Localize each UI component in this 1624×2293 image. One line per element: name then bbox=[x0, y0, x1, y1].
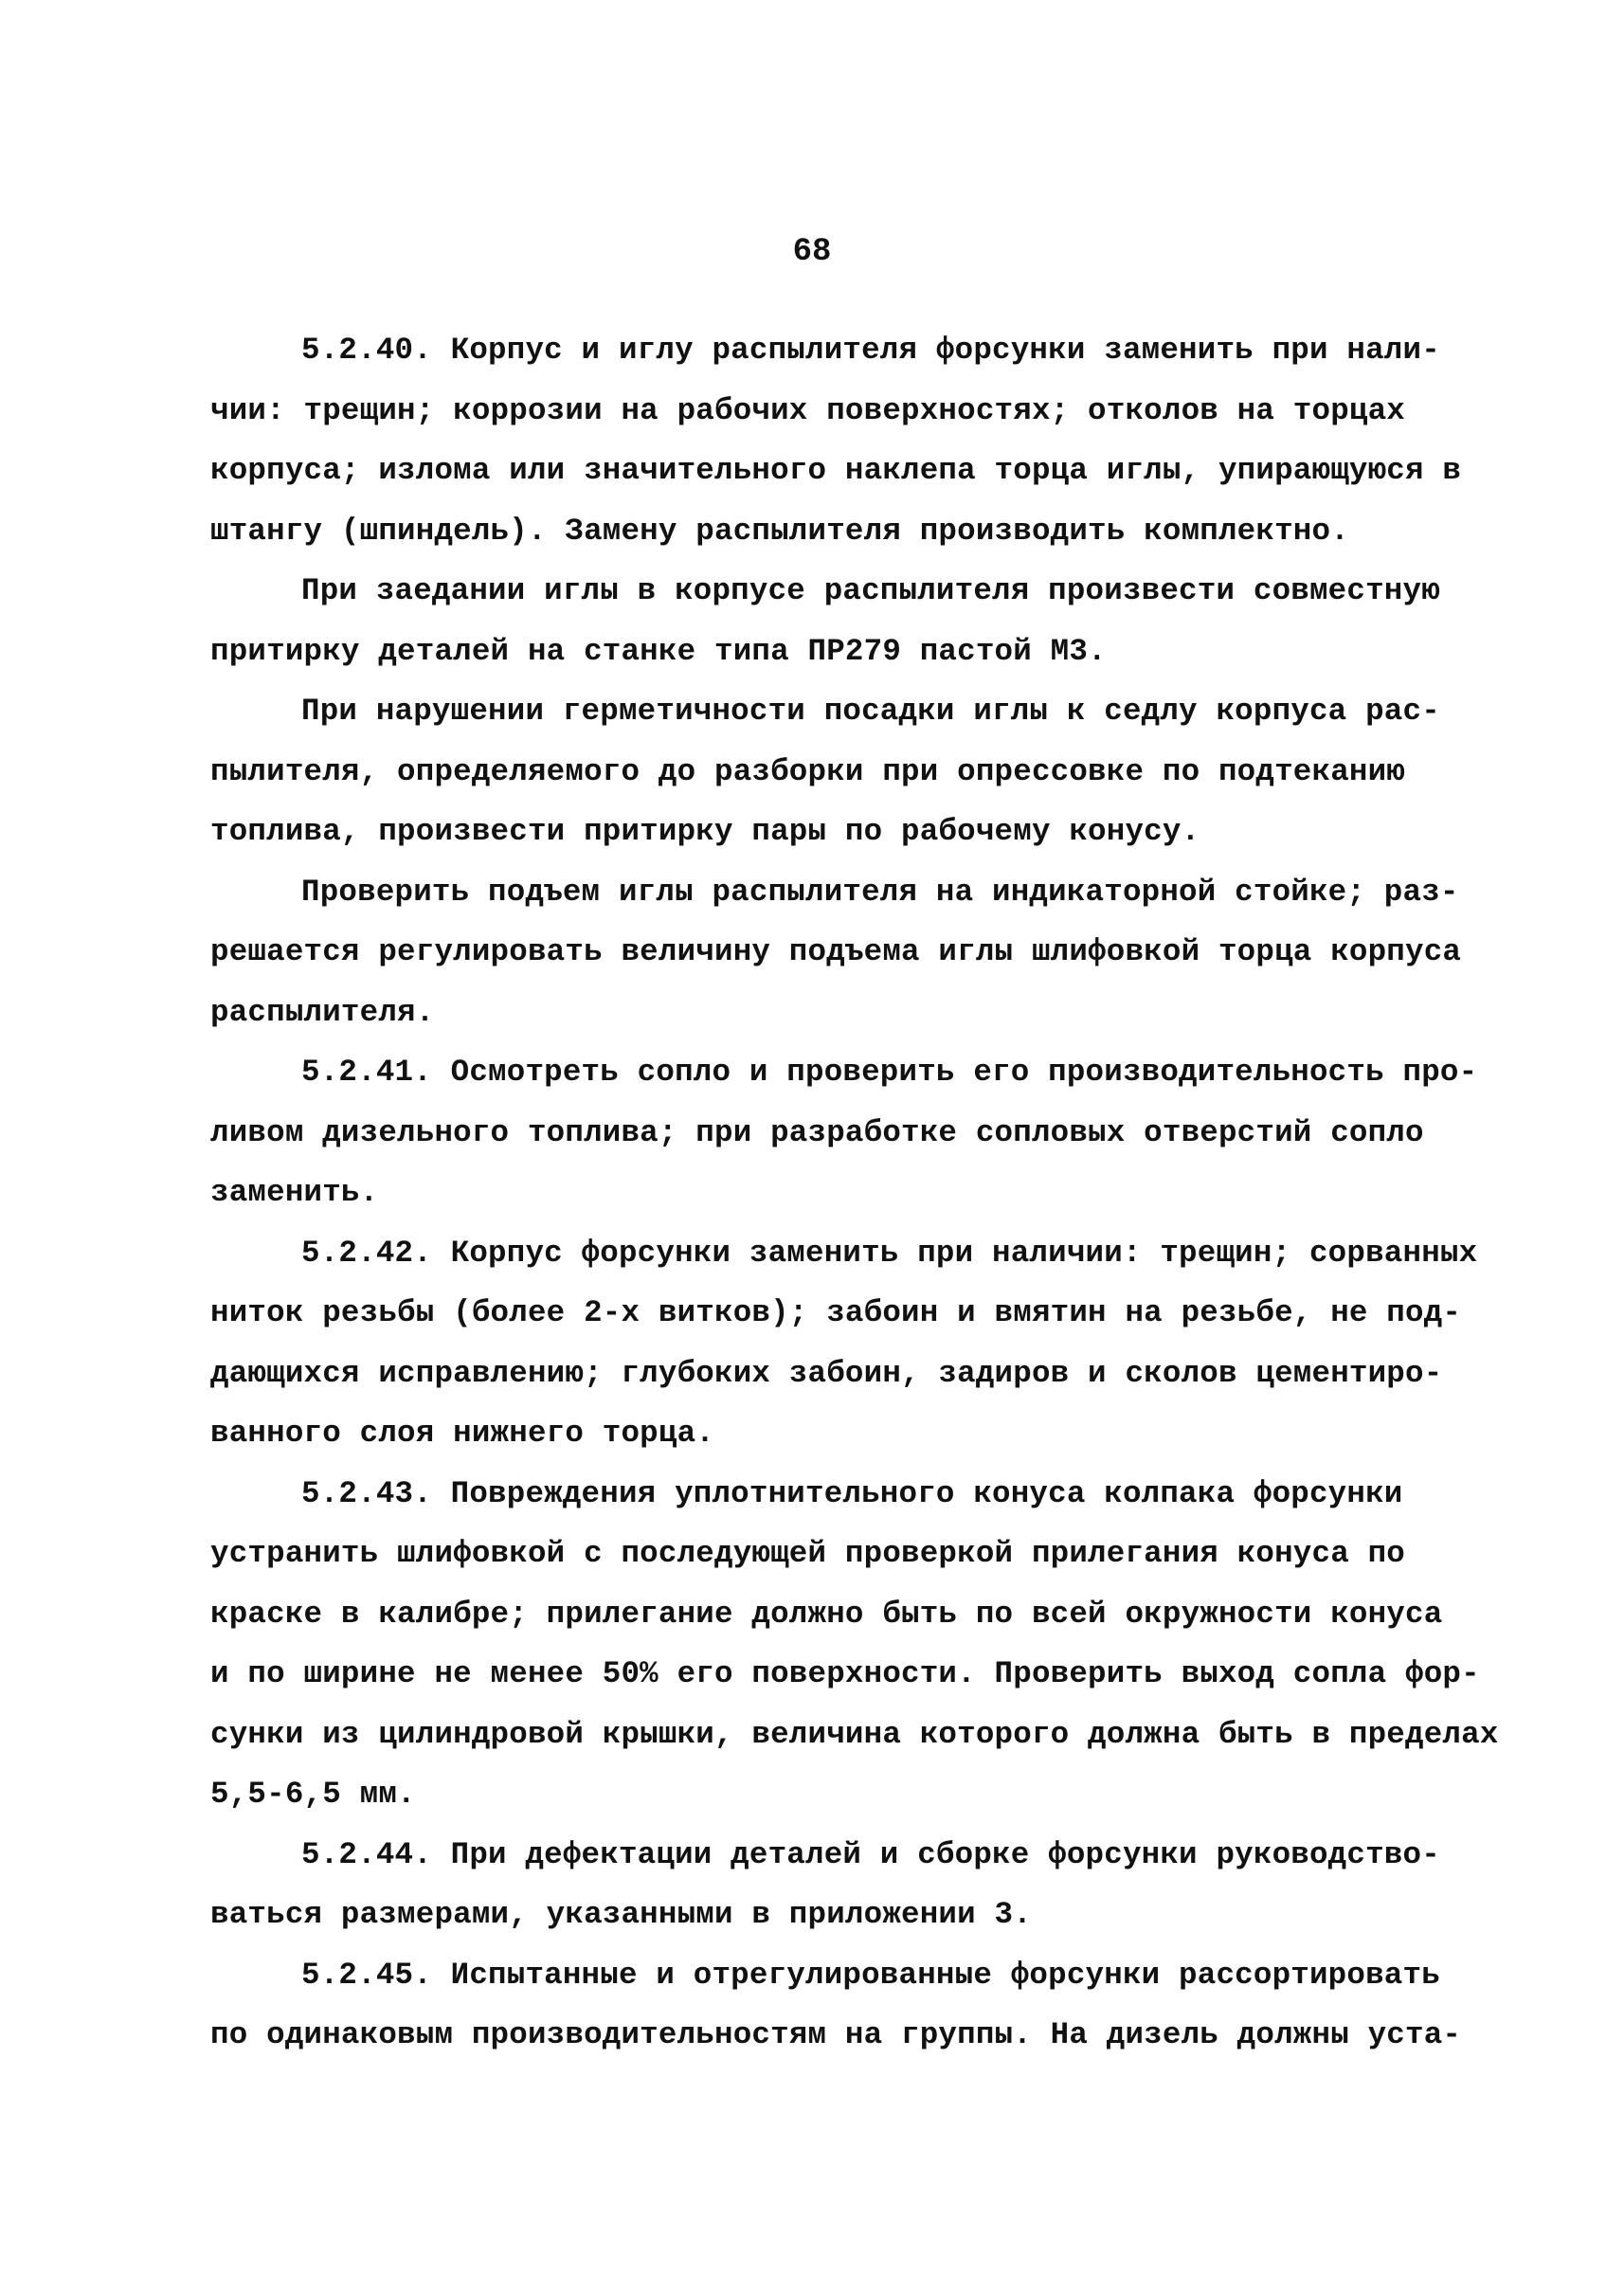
text-line: заменить. bbox=[210, 1175, 379, 1210]
text-line: ваться размерами, указанными в приложении 3. bbox=[210, 1897, 1032, 1932]
text-line: краске в калибре; прилегание должно быть по всей окружности конуса bbox=[210, 1596, 1443, 1632]
text-line: При заедании иглы в корпусе распылителя произвести совместную bbox=[301, 573, 1440, 608]
page-number: 68 bbox=[792, 234, 832, 270]
text-line: притирку деталей на станке типа ПР279 пастой М3. bbox=[210, 633, 1107, 669]
text-line: корпуса; излома или значительного наклепа торца иглы, упирающуюся в bbox=[210, 453, 1462, 488]
text-line: 5.2.41. Осмотреть сопло и проверить его производительность про- bbox=[301, 1055, 1478, 1090]
text-line: Проверить подъем иглы распылителя на индикаторной стойке; раз- bbox=[301, 874, 1459, 910]
paragraph-needle-lift bbox=[210, 862, 1462, 1043]
text-line: штангу (шпиндель). Замену распылителя производить комплектно. bbox=[210, 513, 1349, 549]
text-line: топлива, произвести притирку пары по рабочему конусу. bbox=[210, 814, 1200, 849]
paragraph-needle-seizure bbox=[210, 561, 1456, 681]
text-line: пылителя, определяемого до разборки при опрессовке по подтеканию bbox=[210, 753, 1406, 789]
text-line: 5.2.43. Повреждения уплотнительного конуса колпака форсунки bbox=[301, 1475, 1403, 1511]
text-line: ливом дизельного топлива; при разработке сопловых отверстий сопло bbox=[210, 1114, 1424, 1150]
paragraph-5-2-40 bbox=[210, 320, 1462, 561]
text-line: распылителя. bbox=[210, 994, 435, 1030]
text-line: 5,5-6,5 мм. bbox=[210, 1777, 416, 1812]
text-line: 5.2.40. Корпус и иглу распылителя форсунки заменить при нали- bbox=[301, 333, 1440, 368]
paragraph-5-2-44 bbox=[210, 1825, 1456, 1945]
text-line: и по ширине не менее 50% его поверхности. Проверить выход сопла фор- bbox=[210, 1656, 1480, 1691]
document-body bbox=[210, 320, 1499, 2066]
text-line: 5.2.42. Корпус форсунки заменить при наличии: трещин; сорванных bbox=[301, 1235, 1478, 1271]
paragraph-5-2-43 bbox=[210, 1464, 1499, 1825]
paragraph-5-2-41 bbox=[210, 1042, 1478, 1223]
text-line: дающихся исправлению; глубоких забоин, задиров и сколов цементиро- bbox=[210, 1355, 1443, 1391]
paragraph-5-2-42 bbox=[210, 1223, 1478, 1464]
paragraph-seal-violation bbox=[210, 681, 1456, 862]
text-line: 5.2.44. При дефектации деталей и сборке форсунки руководство- bbox=[301, 1836, 1440, 1872]
text-line: При нарушении герметичности посадки иглы к седлу корпуса рас- bbox=[301, 694, 1440, 729]
text-line: устранить шлифовкой с последующей проверкой прилегания конуса по bbox=[210, 1536, 1406, 1571]
text-line: по одинаковым производительностям на группы. На дизель должны уста- bbox=[210, 2017, 1462, 2052]
paragraph-5-2-45 bbox=[210, 1945, 1462, 2066]
text-line: сунки из цилиндровой крышки, величина которого должна быть в пределах bbox=[210, 1716, 1499, 1752]
text-line: чии: трещин; коррозии на рабочих поверхностях; отколов на торцах bbox=[210, 392, 1406, 428]
text-line: 5.2.45. Испытанные и отрегулированные форсунки рассортировать bbox=[301, 1957, 1440, 1993]
text-line: ниток резьбы (более 2-х витков); забоин и вмятин на резьбе, не под- bbox=[210, 1295, 1462, 1330]
text-line: ванного слоя нижнего торца. bbox=[210, 1416, 714, 1451]
text-line: решается регулировать величину подъема иглы шлифовкой торца корпуса bbox=[210, 934, 1462, 969]
